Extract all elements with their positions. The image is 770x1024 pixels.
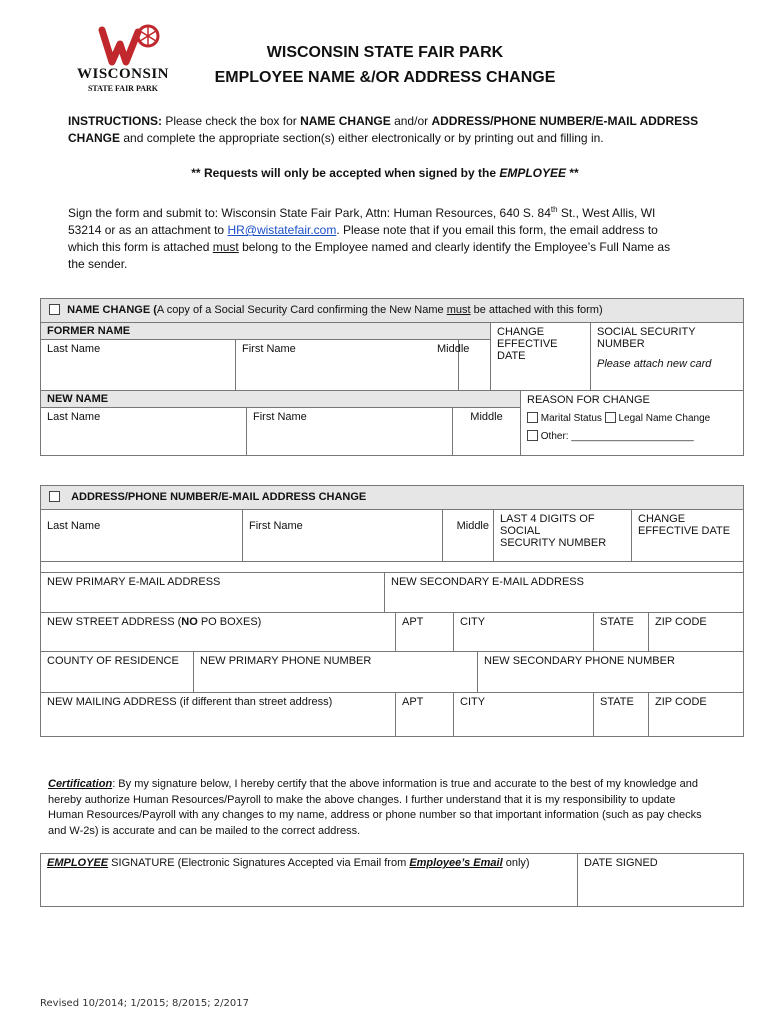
address-change-checkbox[interactable]	[49, 491, 60, 502]
street-address-field[interactable]: NEW STREET ADDRESS (NO PO BOXES)	[41, 613, 396, 652]
addr-last-name-field[interactable]: Last Name	[41, 510, 243, 562]
address-change-header: ADDRESS/PHONE NUMBER/E-MAIL ADDRESS CHANGE	[41, 486, 743, 510]
submission-instructions: Sign the form and submit to: Wisconsin State Fair Park, Attn: Human Resources, 640 S. 84th St., West Allis, WI 53214 or as an attachment to HR@wistatefair.com. Please note that if you email this form, the email address to which this form is attached must belong to the Employee named and clearly identify the Employee’s Full Name as the sender.	[68, 205, 671, 271]
reason-for-change: REASON FOR CHANGE Marital Status Legal Name Change Other: ______________________	[527, 394, 711, 442]
new-first-name-field[interactable]: First Name	[247, 408, 453, 455]
street-zip-field[interactable]: ZIP CODE	[649, 613, 743, 652]
signature-section	[40, 853, 744, 907]
former-middle-label: Middle	[437, 343, 470, 355]
requests-notice: ** Requests will only be accepted when signed by the EMPLOYEE **	[191, 166, 579, 180]
name-change-effective-date-field[interactable]: CHANGE EFFECTIVE DATE	[491, 323, 591, 391]
other-reason-checkbox[interactable]	[527, 430, 538, 441]
primary-phone-field[interactable]: NEW PRIMARY PHONE NUMBER	[194, 652, 478, 693]
addr-middle-field[interactable]: Middle	[443, 510, 494, 562]
secondary-email-field[interactable]: NEW SECONDARY E-MAIL ADDRESS	[385, 572, 743, 613]
street-state-field[interactable]: STATE	[594, 613, 649, 652]
legal-name-change-label: Legal Name Change	[618, 413, 711, 424]
former-name-label: FORMER NAME	[41, 323, 491, 340]
hr-email-link[interactable]: HR@wistatefair.com	[227, 223, 337, 237]
former-last-name-field[interactable]: Last Name	[41, 340, 236, 391]
new-last-name-field[interactable]: Last Name	[41, 408, 247, 455]
marital-status-checkbox[interactable]	[527, 412, 538, 423]
address-change-section	[40, 485, 744, 737]
secondary-phone-field[interactable]: NEW SECONDARY PHONE NUMBER	[478, 652, 743, 693]
certification-text: Certification: By my signature below, I hereby certify that the above information is true and accurate to the best of my knowledge and hereby authorize Human Resources/Payroll to make the above changes. I further understand that it is my responsibility to update Human Resources/Payroll with any changes to my name, address or phone number so that important information (such as pay checks and W-2s) is accurate and can be mailed to the correct address.	[48, 778, 702, 837]
name-change-checkbox[interactable]	[49, 304, 60, 315]
new-name-label: NEW NAME	[41, 391, 521, 408]
employee-signature-field[interactable]: EMPLOYEE SIGNATURE (Electronic Signatures Accepted via Email from Employee’s Email only)	[41, 854, 578, 906]
marital-status-label: Marital Status	[540, 413, 602, 424]
street-apt-field[interactable]: APT	[396, 613, 454, 652]
page-title-line1: WISCONSIN STATE FAIR PARK	[266, 44, 504, 61]
former-first-name-field[interactable]: First Name	[236, 340, 459, 391]
street-city-field[interactable]: CITY	[454, 613, 594, 652]
mailing-apt-field[interactable]: APT	[396, 693, 454, 736]
name-change-section	[40, 298, 744, 456]
addr-effective-date-field[interactable]: CHANGE EFFECTIVE DATE	[632, 510, 743, 562]
revision-footer: Revised 10/2014; 1/2015; 8/2015; 2/2017	[40, 998, 249, 1009]
logo-subtext: STATE FAIR PARK	[87, 84, 159, 93]
mailing-city-field[interactable]: CITY	[454, 693, 594, 736]
date-signed-field[interactable]: DATE SIGNED	[584, 857, 658, 869]
ssn-field[interactable]: SOCIAL SECURITY NUMBER Please attach new card	[591, 323, 743, 391]
page-title-line2: EMPLOYEE NAME &/OR ADDRESS CHANGE	[214, 69, 556, 86]
mailing-zip-field[interactable]: ZIP CODE	[655, 696, 707, 708]
addr-first-name-field[interactable]: First Name	[243, 510, 443, 562]
county-field[interactable]: COUNTY OF RESIDENCE	[41, 652, 194, 693]
mailing-address-field[interactable]: NEW MAILING ADDRESS (if different than street address)	[41, 693, 396, 736]
last4-ssn-field[interactable]: LAST 4 DIGITS OF SOCIAL SECURITY NUMBER	[494, 510, 632, 562]
logo-wordmark: WISCONSIN	[76, 66, 170, 82]
primary-email-field[interactable]: NEW PRIMARY E-MAIL ADDRESS	[41, 572, 385, 613]
mailing-state-field[interactable]: STATE	[594, 693, 649, 736]
other-reason-label: Other: ______________________	[540, 431, 694, 442]
new-middle-field[interactable]: Middle	[453, 408, 521, 455]
instructions: INSTRUCTIONS: Please check the box for NAME CHANGE and/or ADDRESS/PHONE NUMBER/E-MAIL ADDRESS CHANGE and complete the appropriate section(s) either electronically or by printing out and filling in.	[68, 114, 699, 145]
legal-name-change-checkbox[interactable]	[605, 412, 616, 423]
name-change-header: NAME CHANGE (A copy of a Social Security Card confirming the New Name must be attached with this form)	[41, 299, 743, 323]
